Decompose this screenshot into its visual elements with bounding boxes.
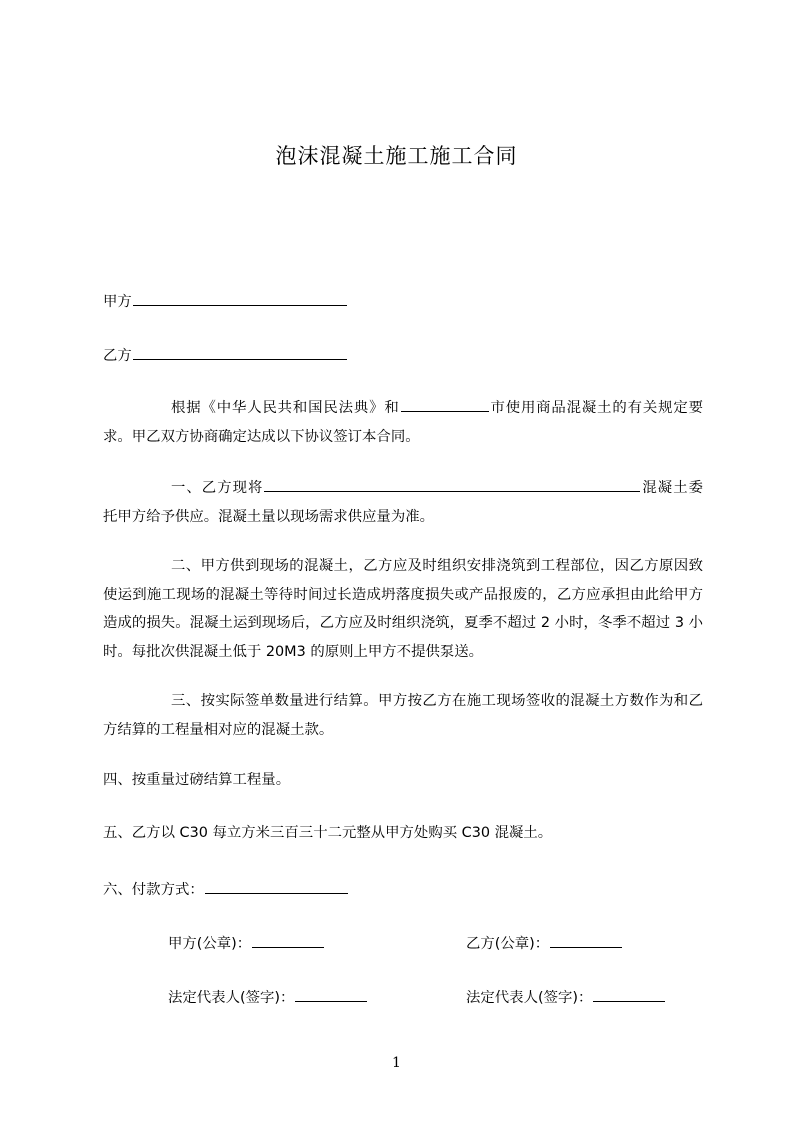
party-b-rep-line	[466, 986, 666, 1008]
party-a-rep-blank[interactable]	[295, 986, 367, 1002]
payment-method-blank[interactable]	[205, 878, 348, 894]
party-a-seal-line	[168, 932, 325, 954]
clause-3: 三、按实际签单数量进行结算。甲方按乙方在施工现场签收的混凝土方数作为和乙方结算的工程量相对应的混凝土款。	[103, 693, 703, 738]
concrete-spec-blank[interactable]	[264, 476, 640, 492]
clause-1-text-2: 混凝土委托甲方给予供应。混凝土量以现场需求供应量为准。	[103, 480, 703, 525]
party-a-line	[103, 290, 703, 312]
clause-6	[103, 878, 703, 900]
clause-4: 四、按重量过磅结算工程量。	[103, 772, 291, 788]
party-b-line	[103, 344, 703, 366]
party-a-rep-label: 法定代表人(签字)：	[168, 990, 295, 1006]
payment-method-label: 六、付款方式：	[103, 882, 204, 898]
party-a-rep-line	[168, 986, 368, 1008]
intro-text-2: 市使用商品混凝土的有关规定要求。甲乙双方协商确定达成以下协议签订本合同。	[103, 400, 703, 445]
intro-text-1: 根据《中华人民共和国民法典》和	[171, 400, 400, 416]
party-a-seal-label: 甲方(公章)：	[168, 936, 252, 952]
intro-paragraph	[103, 394, 703, 451]
party-b-seal-label: 乙方(公章)：	[466, 936, 550, 952]
party-b-seal-blank[interactable]	[550, 932, 622, 948]
party-b-rep-label: 法定代表人(签字)：	[466, 990, 593, 1006]
clause-1	[103, 474, 703, 531]
clause-2: 二、甲方供到现场的混凝土，乙方应及时组织安排浇筑到工程部位，因乙方原因致使运到施工现场的混凝土等待时间过长造成坍落度损失或产品报废的，乙方应承担由此给甲方造成的损失。混凝土运到现场后，乙方应及时组织浇筑，夏季不超过 2 小时，冬季不超过 3 小时。每批次供混凝土低于 20M3 的原则上甲方不提供泵送。	[103, 558, 703, 660]
clause-1-text-1: 一、乙方现将	[171, 480, 264, 496]
party-b-rep-blank[interactable]	[593, 986, 665, 1002]
party-b-blank[interactable]	[133, 344, 347, 360]
party-b-seal-line	[466, 932, 623, 954]
city-blank[interactable]	[401, 396, 489, 412]
page-number: 1	[392, 1055, 401, 1071]
document-title: 泡沫混凝土施工施工合同	[275, 144, 518, 168]
clause-5: 五、乙方以 C30 每立方米三百三十二元整从甲方处购买 C30 混凝土。	[103, 825, 553, 841]
party-b-label: 乙方	[103, 348, 132, 364]
party-a-label: 甲方	[103, 294, 132, 310]
party-a-seal-blank[interactable]	[252, 932, 324, 948]
party-a-blank[interactable]	[133, 290, 347, 306]
